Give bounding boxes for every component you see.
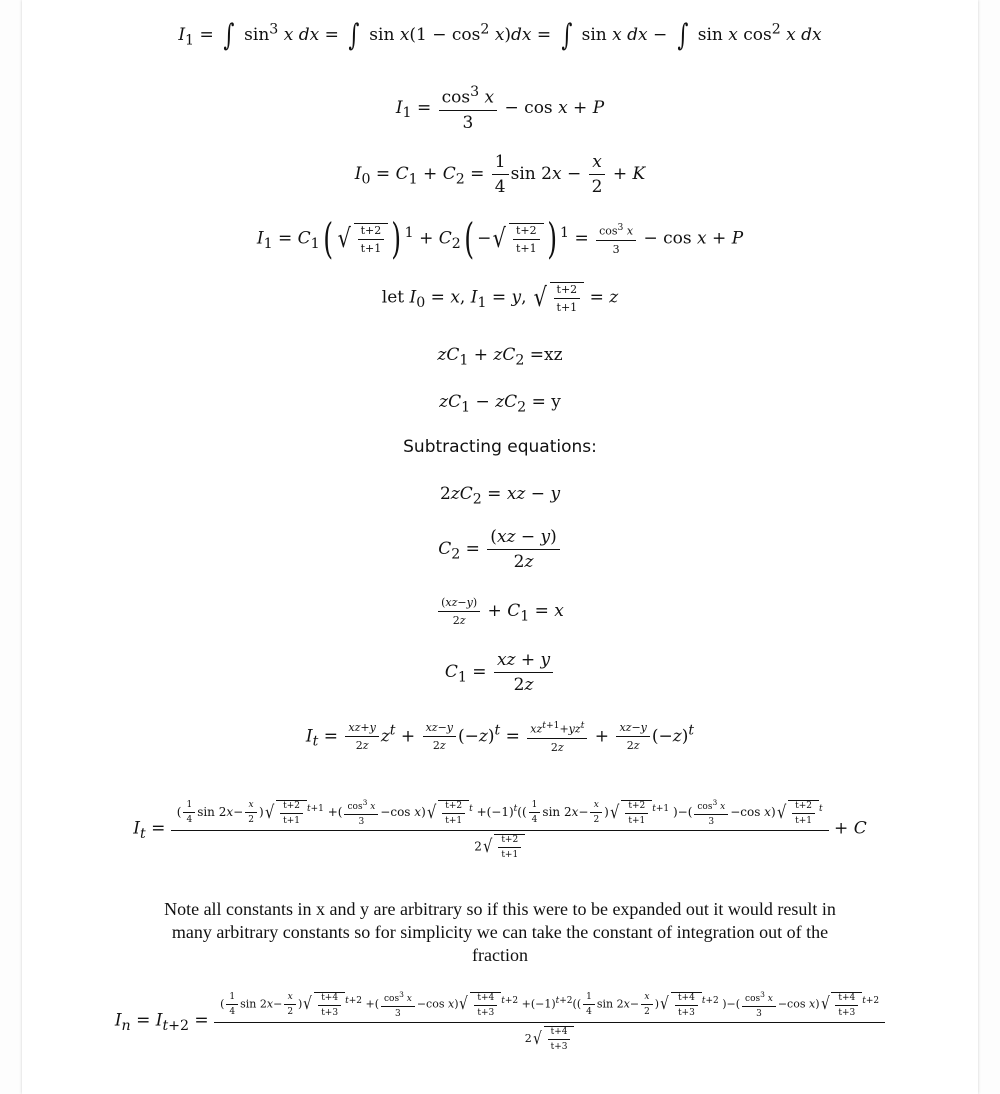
- equation-9: $C_2$ = $\frac{(xz - y)}{2z}$: [0, 527, 1000, 572]
- equation-4: $I_1 = C_1$( √ $\frac{t+2}{t+1}$ ) $^1 + C_2$( −√ $\frac{t+2}{t+1}$ ) $^1$ = $\frac{\cos^3 x}{3}$ − cos x + P: [256, 214, 744, 263]
- note-line-3: fraction: [472, 945, 528, 965]
- equation-11: $C_1$ = $\frac{xz + y}{2z}$: [0, 650, 1000, 695]
- equation-12: $I_t$ = $\frac{xz+y}{2z}$ $z^t$ + $\frac{xz-y}{2z}$ $(-z)^t$ = $\frac{xz^{t+1}+yz^t}{2z}$ + $\frac{xz-y}{2z}$ $(-z)^t$: [305, 720, 695, 754]
- equation-8: $2zC_2$ = xz − y: [439, 484, 561, 508]
- equation-10: $\frac{(xz-y)}{2z}$ + $C_1 = x$: [0, 596, 1000, 627]
- equation-13: $I_t$ = ( $\frac{1}{4}$ sin 2x− $\frac{x}{2}$ )√ $\frac{t+2}{t+1}$ $^{t+1}$ +( $\frac{\cos^3 x}{3}$ −cos x)√ $\frac{t+2}{t+1}$ $^t +(-1)^t$(( $\frac{1}{4}$ sin 2x− $\frac{x}{2}$ )√ $\frac{t+2}{t+1}$ $^{t+1}$ )−( $\frac{\cos^3 x}{3}$ −cos x)√ $\frac{t+2}{t+1}$ $^t$ 2√ $\frac{t+2}{t+1}$ + C: [133, 798, 867, 860]
- note-line-2: many arbitrary constants so for simplicity we can take the constant of integration out of the: [171, 922, 829, 942]
- equation-6: $zC_1 + zC_2 =xz$: [437, 345, 563, 369]
- equation-3: $I_0 = C_1 + C_2$ = $\frac{1}{4}$ sin 2x − $\frac{x}{2}$ + K: [354, 152, 646, 197]
- equation-7: $zC_1 - zC_2 = y$: [439, 392, 561, 416]
- equation-5: let $I_0 = x$, $I_1 = y$, √ $\frac{t+2}{t+1}$ = z: [381, 283, 619, 314]
- equation-1: $I_1$ = ∫ $\sin^3 x$ dx = ∫ $\sin x(1 - \cos^2 x)dx$ = ∫ sin x dx − ∫ sin x $\cos^2 x$ dx: [178, 18, 822, 53]
- subtracting-label: Subtracting equations:: [403, 437, 597, 457]
- equation-2: $I_1$ = $\frac{\cos^3 x}{3}$ − cos x + P: [395, 84, 605, 133]
- note-line-1: Note all constants in x and y are arbitrary so if this were to be expanded out it would result in: [164, 899, 836, 919]
- equation-14: $I_n = I_{t+2}$ = ( $\frac{1}{4}$ sin 2x− $\frac{x}{2}$ )√ $\frac{t+4}{t+3}$ $^{t+2}$ +( $\frac{\cos^3 x}{3}$ −cos x)√ $\frac{t+4}{t+3}$ $^{t+2} +(-1)^{t+2}$(( $\frac{1}{4}$ sin 2x− $\frac{x}{2}$ )√ $\frac{t+4}{t+3}$ $^{t+2}$ )−( $\frac{\cos^3 x}{3}$ −cos x)√ $\frac{t+4}{t+3}$ $^{t+2}$ 2√ $\frac{t+4}{t+3}$: [0, 990, 1000, 1052]
